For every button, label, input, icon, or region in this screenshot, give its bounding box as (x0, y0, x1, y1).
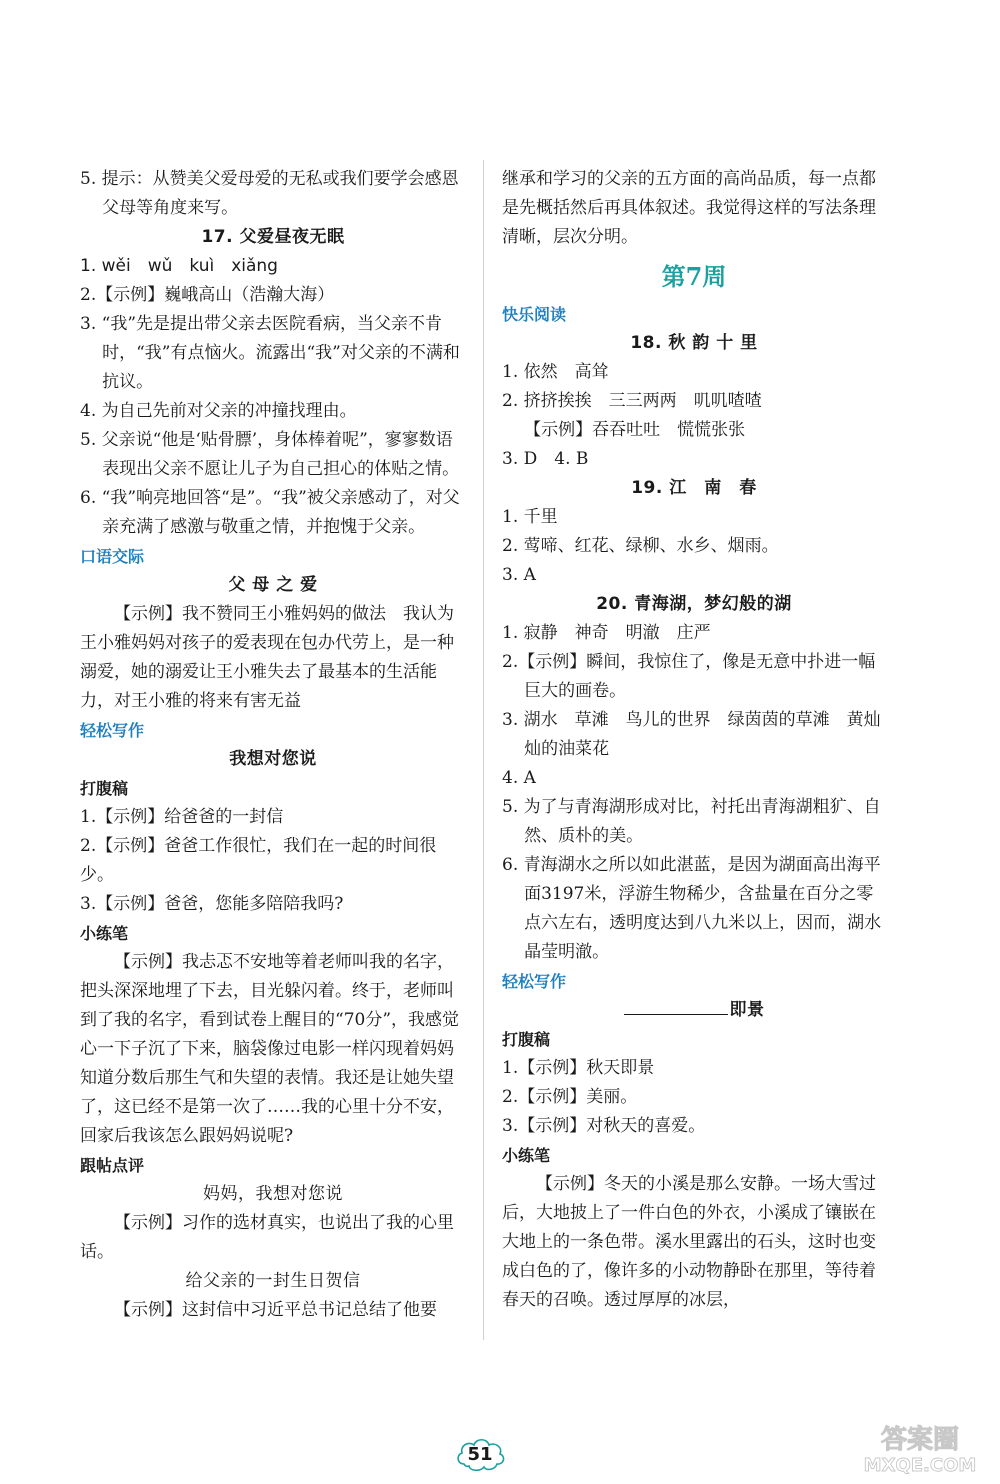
writing-title-scene (502, 996, 886, 1025)
page-number-badge (454, 1434, 506, 1474)
answer-item: 2. 莺啼、红花、绿柳、水乡、烟雨。 (502, 536, 779, 556)
section-heading-reading: 快乐阅读 (502, 305, 567, 324)
watermark-url: MXQE.COM (863, 1455, 977, 1476)
answer-item: 3.【示例】对秋天的喜爱。 (502, 1116, 706, 1136)
comment-answer: 【示例】这封信中习近平总书记总结了他要 (114, 1300, 437, 1320)
writing-title: 我想对您说 (229, 749, 317, 769)
oral-title: 父 母 之 爱 (228, 575, 318, 595)
answer-item: 4. 为自己先前对父亲的冲撞找理由。 (80, 401, 357, 421)
subheading-draft: 打腹稿 (502, 1030, 551, 1049)
section-heading-writing: 轻松写作 (80, 721, 145, 740)
answer-item: 1. 寂静 神奇 明澈 庄严 (502, 623, 711, 643)
answer-item: 3. D 4. B (502, 449, 589, 469)
answer-item: 5. 父亲说“他是‘贴骨膘’，身体棒着呢”，寥寥数语表现出父亲不愿让儿子为自己担心的体贴之情。 (80, 430, 460, 479)
practice-answer: 【示例】冬天的小溪是那么安静。一场大雪过后，大地披上了一件白色的外衣，小溪成了镶嵌在大地上的一条色带。溪水里露出的石头，这时也变成白色的了，像许多的小动物静卧在那里，等待着春天的召唤。透过厚厚的冰层， (502, 1174, 876, 1310)
answer-item: 3. A (502, 565, 536, 585)
subheading-comment: 跟帖点评 (80, 1156, 145, 1175)
comment-title-mom: 妈妈，我想对您说 (203, 1184, 343, 1204)
answer-item: 2.【示例】美丽。 (502, 1087, 638, 1107)
comment-answer: 【示例】习作的选材真实，也说出了我的心里话。 (80, 1213, 454, 1262)
lesson-title-19: 19. 江 南 春 (631, 478, 757, 498)
week-heading: 第7周 (661, 262, 727, 291)
answer-item: 5. 提示：从赞美父爱母爱的无私或我们要学会感恩父母等角度来写。 (80, 169, 459, 218)
fill-blank (624, 996, 728, 1015)
answer-item: 6. “我”响亮地回答“是”。“我”被父亲感动了，对父亲充满了感激与敬重之情，并抱愧于父亲。 (80, 488, 460, 537)
right-column (502, 165, 886, 1315)
lesson-title-18: 18. 秋 韵 十 里 (630, 333, 758, 353)
watermark-text: 答案圈 (880, 1425, 960, 1455)
answer-item: 6. 青海湖水之所以如此湛蓝，是因为湖面高出海平面3197米，浮游生物稀少，含盐量在百分之零点六左右，透明度达到八九米以上，因而，湖水晶莹明澈。 (502, 855, 882, 962)
oral-answer: 【示例】我不赞同王小雅妈妈的做法 我认为王小雅妈妈对孩子的爱表现在包办代劳上，是一种溺爱，她的溺爱让王小雅失去了最基本的生活能力，对王小雅的将来有害无益 (80, 604, 454, 711)
answer-item: 2.【示例】巍峨高山（浩瀚大海） (80, 285, 335, 305)
subheading-practice: 小练笔 (502, 1146, 551, 1165)
answer-item: 1. wěi wǔ kuì xiǎng (80, 256, 278, 276)
answer-item: 5. 为了与青海湖形成对比，衬托出青海湖粗犷、自然、质朴的美。 (502, 797, 881, 846)
answer-item: 3.【示例】爸爸，您能多陪陪我吗? (80, 894, 344, 914)
answer-item: 3. 湖水 草滩 鸟儿的世界 绿茵茵的草滩 黄灿灿的油菜花 (502, 710, 881, 759)
lesson-title-20: 20. 青海湖，梦幻般的湖 (596, 594, 792, 614)
answer-item: 3. “我”先是提出带父亲去医院看病，当父亲不肯时，“我”有点恼火。流露出“我”对父亲的不满和抗议。 (80, 314, 460, 392)
subheading-practice: 小练笔 (80, 924, 129, 943)
section-heading-writing: 轻松写作 (502, 972, 567, 991)
answer-item: 1. 千里 (502, 507, 558, 527)
practice-answer: 【示例】我忐忑不安地等着老师叫我的名字，把头深深地埋了下去，目光躲闪着。终于，老师叫到了我的名字，看到试卷上醒目的“70分”，我感觉心一下子沉了下来，脑袋像过电影一样闪现着妈妈知道分数后那生气和失望的表情。我还是让她失望了，这已经不是第一次了……我的心里十分不安，回家后我该怎么跟妈妈说呢? (80, 952, 460, 1146)
column-divider (483, 160, 484, 1340)
answer-item: 2.【示例】爸爸工作很忙，我们在一起的时间很少。 (80, 836, 437, 885)
answer-item: 1.【示例】给爸爸的一封信 (80, 807, 284, 827)
answer-item: 1. 依然 高耸 (502, 362, 609, 382)
answer-item: 1.【示例】秋天即景 (502, 1058, 655, 1078)
subheading-draft: 打腹稿 (80, 779, 129, 798)
page-number: 51 (467, 1443, 493, 1465)
answer-item: 2.【示例】瞬间，我惊住了，像是无意中扑进一幅巨大的画卷。 (502, 652, 876, 701)
comment-title-dad: 给父亲的一封生日贺信 (185, 1271, 361, 1291)
answer-item: 【示例】吞吞吐吐 慌慌张张 (524, 420, 746, 440)
watermark-logo (850, 1418, 990, 1478)
lesson-title-17: 17. 父爱昼夜无眠 (201, 227, 345, 247)
scene-title-text: 即景 (729, 1000, 765, 1020)
left-column (80, 165, 466, 1325)
answer-item: 4. A (502, 768, 536, 788)
continued-text: 继承和学习的父亲的五方面的高尚品质，每一点都是先概括然后再具体叙述。我觉得这样的写法条理清晰，层次分明。 (502, 169, 876, 247)
section-heading-oral: 口语交际 (80, 547, 145, 566)
answer-item: 2. 挤挤挨挨 三三两两 叽叽喳喳 (502, 391, 762, 411)
